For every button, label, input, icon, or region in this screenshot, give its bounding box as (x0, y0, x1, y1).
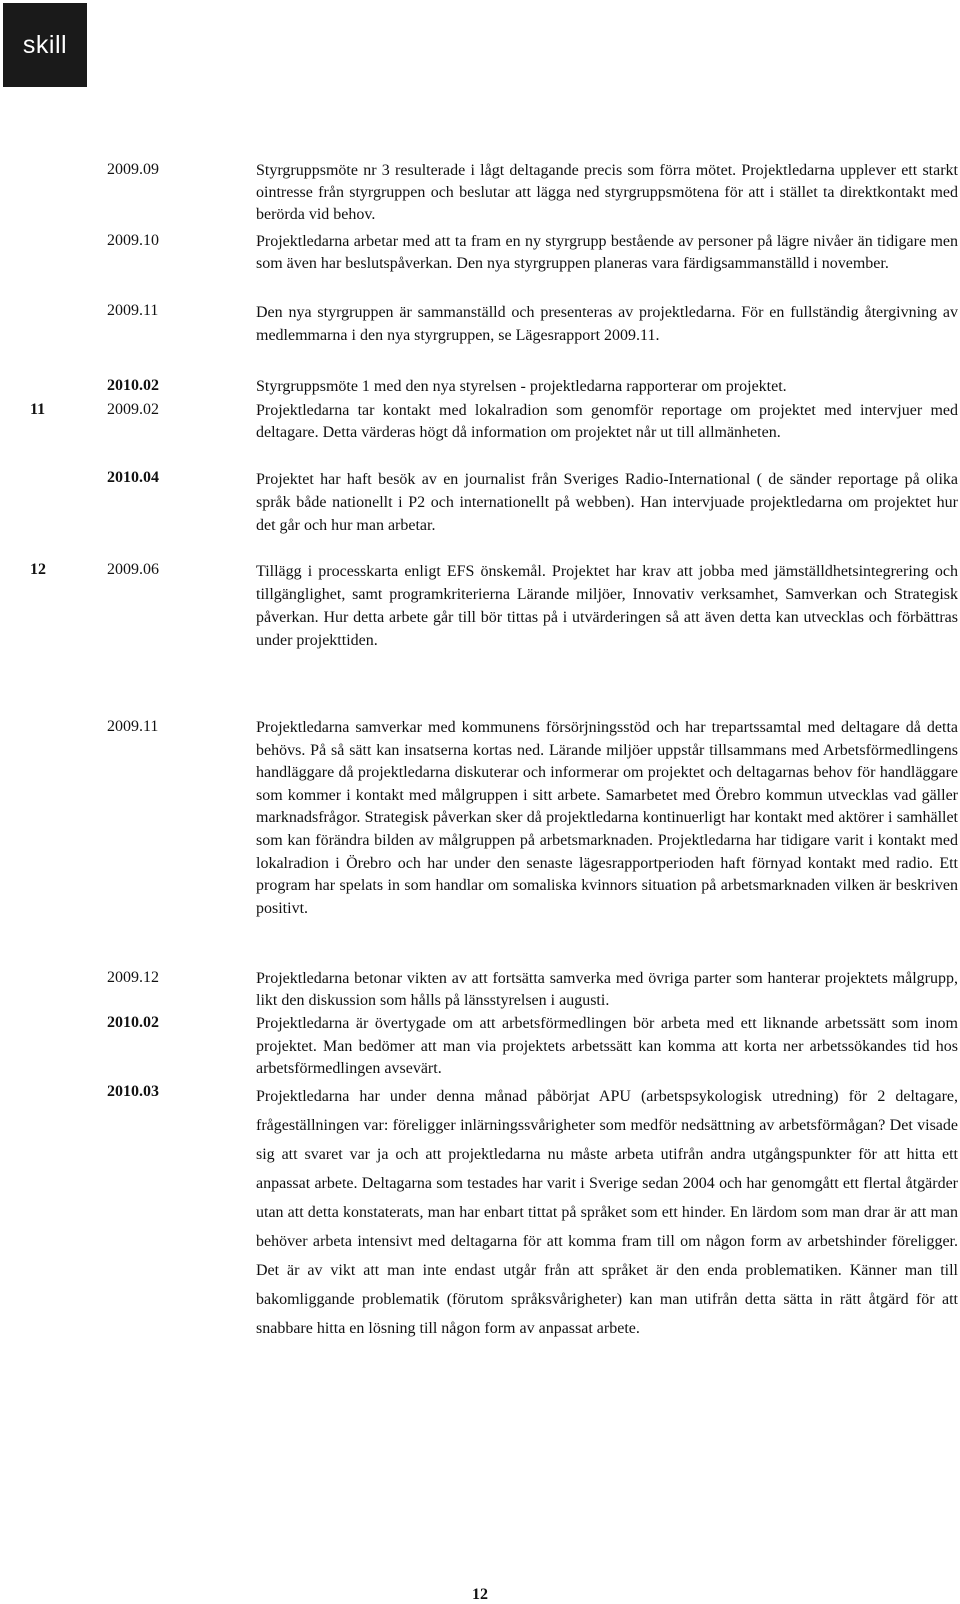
section-number: 11 (30, 401, 46, 418)
entry-date: 2009.10 (107, 232, 159, 249)
entry-text: Den nya styrgruppen är sammanställd och presenteras av projektledarna. För en fullständig återgivning av medlemmarna i den nya styrgruppen, se Lägesrapport 2009.11. (256, 304, 958, 344)
entry-text: Styrgruppsmöte nr 3 resulterade i lågt deltagande precis som förra mötet. Projektledarna upplever ett starkt ointresse från styrgruppen och beslutar att lägga ned styrgruppsmötena för att i stället ta direktkontakt med berörda vid behov. (256, 162, 958, 223)
entry-date: 2009.11 (107, 302, 159, 319)
entry-date: 2009.06 (107, 561, 159, 578)
entry-text: Projektledarna betonar vikten av att fortsätta samverka med övriga parter som hanterar projektets målgrupp, likt den diskussion som hålls på länsstyrelsen i augusti. (256, 970, 958, 1009)
entry-date: 2009.09 (107, 161, 159, 178)
entry-date: 2009.12 (107, 969, 159, 986)
entry-date: 2010.03 (107, 1083, 159, 1100)
entry-text: Projektledarna arbetar med att ta fram en ny styrgrupp bestående av personer på lägre nivåer än tidigare men som även har beslutspåverkan. Den nya styrgruppen planeras vara färdigsammanställd i november. (256, 233, 958, 272)
entry-text: Projektledarna är övertygade om att arbetsförmedlingen bör arbeta med ett liknande arbetssätt som inom projektet. Man bedömer att man via projektets arbetssätt kan komma att korta ner arbetssökandes tid hos arbetsförmedlingen avsevärt. (256, 1015, 958, 1077)
entry-date: 2009.11 (107, 718, 159, 735)
page-number: 12 (472, 1586, 488, 1603)
entry-text: Projektledarna samverkar med kommunens försörjningsstöd och har trepartssamtal med deltagare då detta behövs. På så sätt kan insatserna kortas ned. Lärande miljöer uppstår tillsammans med Arbetsförmedlingens handläggare då projektledarna diskuterar och informerar om projektet och deltagarnas behov för handläggare som kommer i kontakt med målgruppen i sitt arbete. Samarbetet med Örebro kommun utvecklas vad gäller marknadsfrågor. Strategisk påverkan sker då projektledarna kontinuerligt har kontakt med aktörer i samhället som kan förändra bilden av målgruppen på arbetsmarknaden. Projektledarna har tidigare varit i kontakt med lokalradion i Örebro och har under den senaste lägesrapportperioden haft förnyad kontakt med radio. Ett program har spelats in som handlar om somaliska kvinnors situation på arbetsmarknaden vilken är beskriven positivt. (256, 719, 958, 917)
entry-text: Projektledarna tar kontakt med lokalradion som genomför reportage om projektet med intervjuer med deltagare. Detta värderas högt då information om projektet når ut till allmänheten. (256, 402, 958, 441)
entry-date: 2010.04 (107, 469, 159, 486)
section-number: 12 (30, 561, 46, 578)
entry-date: 2009.02 (107, 401, 159, 418)
skill-logo (3, 3, 87, 87)
logo-text: skill (22, 30, 68, 59)
entry-text: Projektet har haft besök av en journalist från Sveriges Radio-International ( de sänder reportage på olika språk både nationellt i P2 och internationellt på webben). Han intervjuade projektledarna om projektet hur det går och hur man arbetar. (256, 471, 958, 534)
entry-text: Styrgruppsmöte 1 med den nya styrelsen - projektledarna rapporterar om projektet. (256, 378, 787, 395)
entry-date: 2010.02 (107, 377, 159, 394)
entry-text: Tillägg i processkarta enligt EFS önskemål. Projektet har krav att jobba med jämställdhetsintegrering och tillgänglighet, samt programkriterierna Lärande miljöer, Innovativ verksamhet, Samverkan och Strategisk påverkan. Hur detta arbete går till bör tittas på i utvärderingen så att även detta kan utvecklas och förbättras under projekttiden. (256, 563, 958, 649)
entry-date: 2010.02 (107, 1014, 159, 1031)
entry-text: Projektledarna har under denna månad påbörjat APU (arbetspsykologisk utredning) för 2 deltagare, frågeställningen var: föreligger inlärningssvårigheter som medför nedsättning av arbetsförmågan? Det visade sig att svaret var ja och att projektledarna nu måste arbeta utifrån andra utgångspunkter för att hitta ett anpassat arbete. Deltagarna som testades har varit i Sverige sedan 2004 och har genomgått ett flertal åtgärder utan att detta konstaterats, man har enbart tittat på språket som ett hinder. En lärdom som man drar är att man behöver arbeta intensivt med deltagarna för att komma fram till om någon form av arbetshinder föreligger. Det är av vikt att man inte endast utgår från att språket är den enda problematiken. Känner man till bakomliggande problematik (förutom språksvårigheter) kan man utifrån detta sätta in rätt åtgärd för att snabbare hitta en lösning till någon form av anpassat arbete. (256, 1088, 958, 1337)
